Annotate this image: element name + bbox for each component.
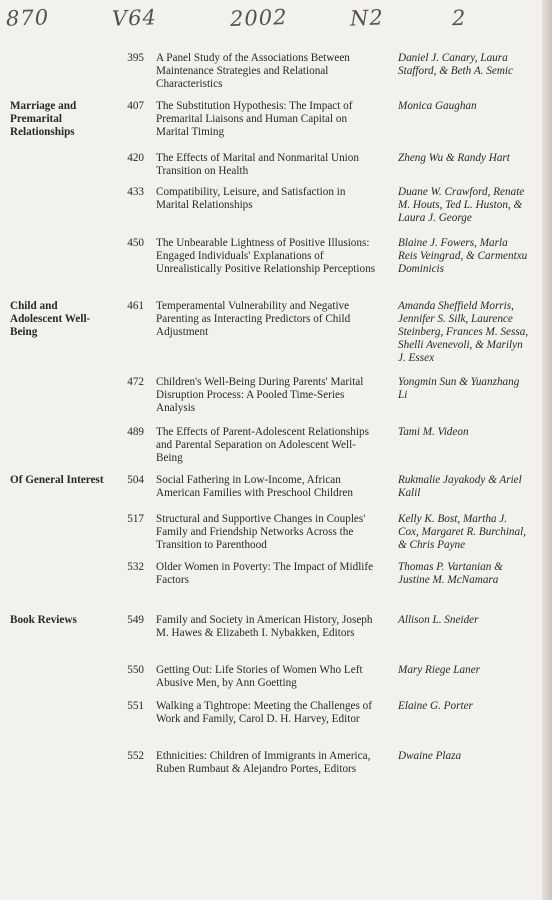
article-title: The Effects of Marital and Nonmarital Union Transition on Health [156,152,359,177]
page-number: 532 [127,561,144,573]
handwritten-issue: N2 [349,5,385,31]
article-authors: Dwaine Plaza [398,750,462,762]
article-title: Children's Well-Being During Parents' Marital Disruption Process: A Pooled Time-Series Analysis [156,376,364,414]
article-title: The Substitution Hypothesis: The Impact of Premarital Liaisons and Human Capital on Marital Timing [156,100,353,138]
article-authors: Duane W. Crawford, Renate M. Houts, Ted L. Huston, & Laura J. George [398,186,525,224]
handwritten-call-number: 870 [5,5,50,31]
article-authors: Allison L. Sneider [398,614,479,626]
article-title: Compatibility, Leisure, and Satisfaction in Marital Relationships [156,186,346,211]
article-title: The Unbearable Lightness of Positive Illusions: Engaged Individuals' Explanations of Unrealistically Positive Relationship Perceptions [156,237,376,275]
handwritten-copy: 2 [451,5,467,31]
page-number: 407 [127,100,144,112]
article-title: Family and Society in American History, Joseph M. Hawes & Elizabeth I. Nybakken, Editors [156,614,373,639]
article-authors: Thomas P. Vartanian & Justine M. McNamara [398,561,503,586]
article-authors: Zheng Wu & Randy Hart [398,152,510,164]
section-heading: Of General Interest [10,474,104,486]
page-number: 551 [127,700,144,712]
article-authors: Tami M. Videon [398,426,469,438]
article-title: Temperamental Vulnerability and Negative Parenting as Interacting Predictors of Child Adjustment [156,300,351,338]
article-authors: Elaine G. Porter [398,700,473,712]
article-authors: Monica Gaughan [398,100,477,112]
page-number: 549 [127,614,144,626]
section-heading: Child and Adolescent Well-Being [10,300,91,338]
article-authors: Mary Riege Laner [398,664,481,676]
handwritten-annotation [0,4,552,40]
handwritten-year: 2002 [229,5,288,31]
article-authors: Kelly K. Bost, Martha J. Cox, Margaret R. Burchinal, & Chris Payne [398,513,527,551]
page-number: 472 [127,376,144,388]
article-authors: Amanda Sheffield Morris, Jennifer S. Silk, Laurence Steinberg, Frances M. Sessa, Shelli Avenevoli, & Marilyn J. Essex [398,300,529,364]
page-number: 504 [127,474,144,486]
article-authors: Rukmalie Jayakody & Ariel Kalil [398,474,522,499]
page-number: 461 [127,300,144,312]
article-title: Structural and Supportive Changes in Couples' Family and Friendship Networks Across the Transition to Parenthood [156,513,366,551]
article-authors: Yongmin Sun & Yuanzhang Li [398,376,520,401]
article-title: Social Fathering in Low-Income, African American Families with Preschool Children [156,474,353,499]
page-number: 450 [127,237,144,249]
article-authors: Daniel J. Canary, Laura Stafford, & Beth A. Semic [398,52,513,77]
article-title: Older Women in Poverty: The Impact of Midlife Factors [156,561,374,586]
page-number: 550 [127,664,144,676]
article-title: Walking a Tightrope: Meeting the Challenges of Work and Family, Carol D. H. Harvey, Editor [156,700,372,725]
page-number: 420 [127,152,144,164]
page-number: 552 [127,750,144,762]
section-heading: Book Reviews [10,614,77,626]
article-title: A Panel Study of the Associations Between Maintenance Strategies and Relational Characteristics [156,52,350,90]
page-number: 489 [127,426,144,438]
page-edge-shadow [542,0,552,900]
handwritten-volume: V64 [111,5,158,31]
section-heading: Marriage and Premarital Relationships [10,100,77,138]
article-authors: Blaine J. Fowers, Marla Reis Veingrad, & Carmentxu Dominicis [398,237,528,275]
page-number: 517 [127,513,144,525]
article-title: Ethnicities: Children of Immigrants in America, Ruben Rumbaut & Alejandro Portes, Editors [156,750,371,775]
article-title: Getting Out: Life Stories of Women Who Left Abusive Men, by Ann Goetting [156,664,363,689]
page-number: 433 [127,186,144,198]
page-number: 395 [127,52,144,64]
article-title: The Effects of Parent-Adolescent Relationships and Parental Separation on Adolescent Well-Being [156,426,369,464]
